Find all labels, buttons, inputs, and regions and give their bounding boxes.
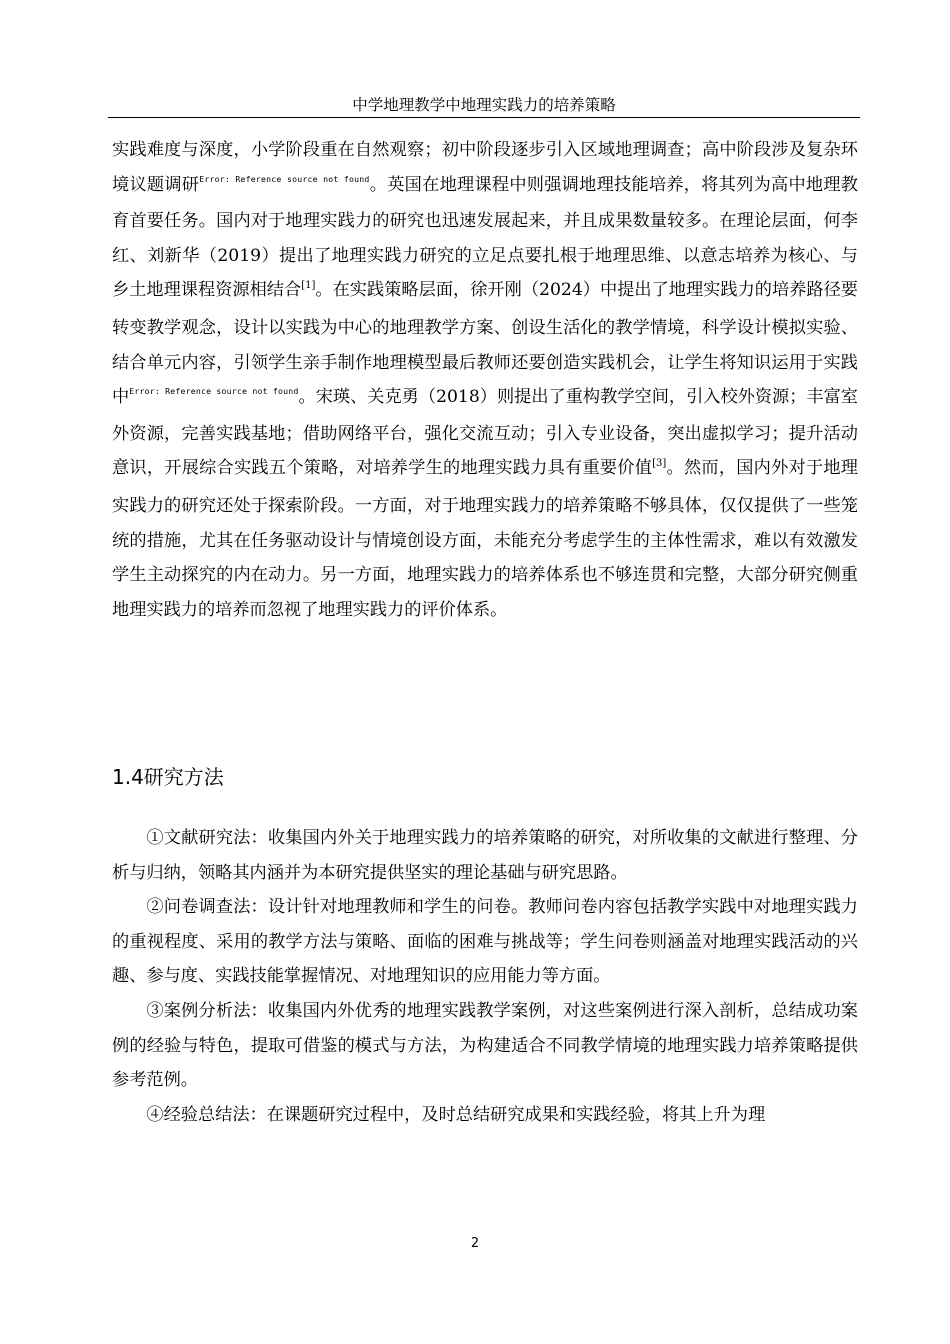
method-item-questionnaire: ②问卷调查法：设计针对地理教师和学生的问卷。教师问卷内容包括教学实践中对地理实践力的重视程度、采用的教学方法与策略、面临的困难与挑战等；学生问卷则涵盖对地理实践活动的兴趣、参与度、实践技能掌握情况、对地理知识的应用能力等方面。 xyxy=(112,897,858,987)
method-item-case-study: ③案例分析法：收集国内外优秀的地理实践教学案例，对这些案例进行深入剖析，总结成功案例的经验与特色，提取可借鉴的模式与方法，为构建适合不同教学情境的地理实践力培养策略提供参考范例。 xyxy=(112,1000,858,1091)
intro-paragraph xyxy=(112,133,858,627)
reference-error-2: Error: Reference source not found xyxy=(129,386,299,397)
intro-text xyxy=(112,133,858,627)
page-number: 2 xyxy=(470,1236,480,1251)
section-heading: 1.4研究方法 xyxy=(112,765,224,789)
intro-sentence-5: 。然而，国内外对于地理实践力的研究还处于探索阶段。一方面，对于地理实践力的培养策略不够具体，仅仅提供了一些笼统的措施，尤其在任务驱动设计与情境创设方面，未能充分考虑学生的主体性需求，难以有效激发学生主动探究的内在动力。另一方面，地理实践力的培养体系也不够连贯和完整，大部分研究侧重地理实践力的培养而忽视了地理实践力的评价体系。 xyxy=(112,458,858,620)
citation-3: [3] xyxy=(652,458,667,470)
methods-list xyxy=(112,821,858,1132)
method-item-experience: ④经验总结法：在课题研究过程中，及时总结研究成果和实践经验，将其上升为理 xyxy=(146,1104,766,1125)
intro-sentence-4: 。宋瑛、关克勇（2018）则提出了重构教学空间，引入校外资源；丰富室外资源，完善实践基地；借助网络平台，强化交流互动；引入专业设备，突出虚拟学习；提升活动意识，开展综合实践五个策略，对培养学生的地理实践力具有重要价值 xyxy=(112,387,858,479)
citation-1: [1] xyxy=(301,280,316,292)
intro-sentence-3: 。在实践策略层面，徐开刚（2024）中提出了地理实践力的培养路径要转变教学观念，设计以实践为中心的地理教学方案、创设生活化的教学情境，科学设计模拟实验、结合单元内容，引领学生亲手制作地理模型最后教师还要创造实践机会，让学生将知识运用于实践中 xyxy=(112,280,858,408)
header-rule xyxy=(108,117,860,118)
intro-sentence-2: 。英国在地理课程中则强调地理技能培养，将其列为高中地理教育首要任务。国内对于地理实践力的研究也迅速发展起来，并且成果数量较多。在理论层面，何李红、刘新华（2019）提出了地理实践力研究的立足点要扎根于地理思维、以意志培养为核心、与乡土地理课程资源相结合 xyxy=(112,174,858,301)
page-header-title: 中学地理教学中地理实践力的培养策略 xyxy=(352,96,616,114)
intro-sentence-1: 实践难度与深度，小学阶段重在自然观察；初中阶段逐步引入区域地理调查；高中阶段涉及复杂环境议题调研 xyxy=(112,140,858,195)
method-item-literature: ①文献研究法：收集国内外关于地理实践力的培养策略的研究，对所收集的文献进行整理、分析与归纳，领略其内涵并为本研究提供坚实的理论基础与研究思路。 xyxy=(112,828,858,883)
reference-error-1: Error: Reference source not found xyxy=(199,173,370,184)
